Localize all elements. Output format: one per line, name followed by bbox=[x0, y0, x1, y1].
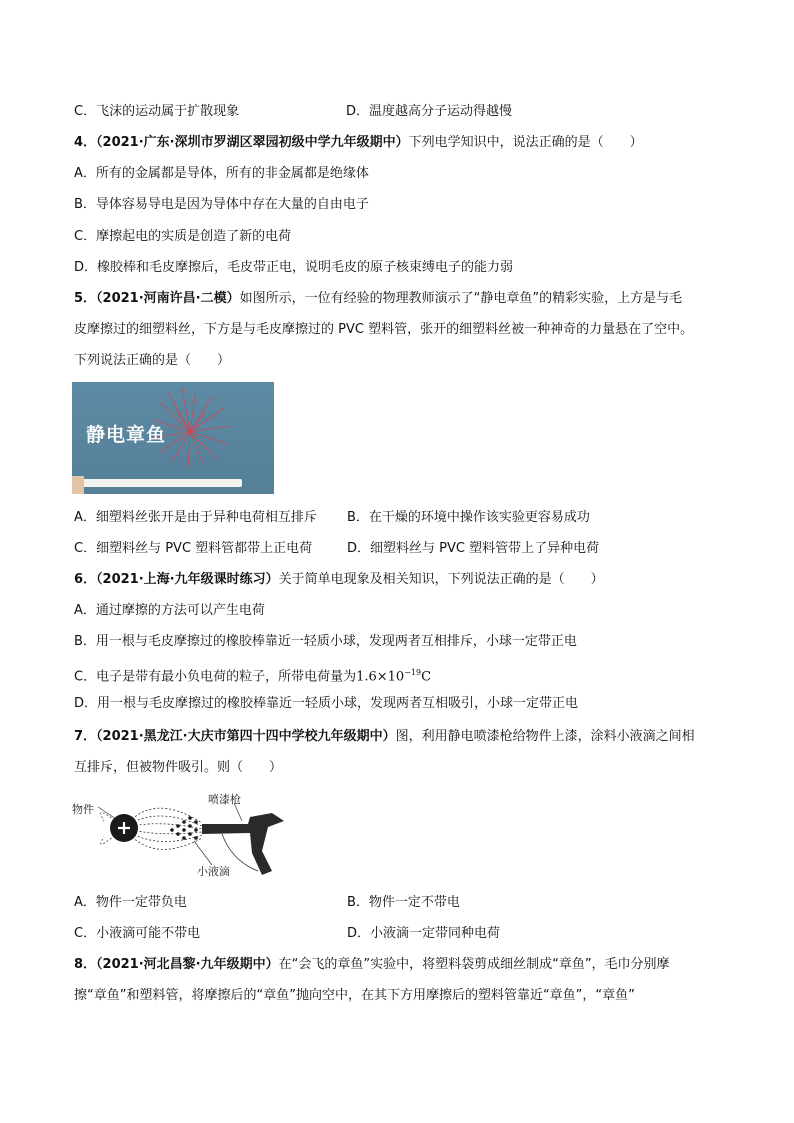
droplets bbox=[170, 816, 198, 840]
q6-option-c-text: C．电子是带有最小负电荷的粒子，所带电荷量为 bbox=[74, 669, 357, 685]
hand-shape bbox=[72, 476, 84, 494]
q5-option-d: D．细塑料丝与 PVC 塑料管带上了异种电荷 bbox=[347, 541, 600, 556]
q7-option-d: D．小液滴一定带同种电荷 bbox=[347, 926, 501, 941]
q5-number: 5． bbox=[74, 291, 97, 306]
droplet-pointer bbox=[194, 841, 212, 865]
label-droplet: 小液滴 bbox=[197, 865, 230, 878]
spray-gun-diagram bbox=[72, 791, 294, 885]
pvc-pipe bbox=[72, 479, 242, 487]
q7-question bbox=[74, 728, 695, 746]
label-object: 物件 bbox=[72, 803, 94, 816]
q5-stem-1: 如图所示，一位有经验的物理教师演示了“静电章鱼”的精彩实验，上方是与毛 bbox=[239, 291, 683, 306]
q5-stem-3: 下列说法正确的是（ ） bbox=[74, 353, 231, 368]
q5-stem-2: 皮摩擦过的细塑料丝，下方是与毛皮摩擦过的 PVC 塑料管，张开的细塑料丝被一种神奇的力量悬在了空中。 bbox=[74, 322, 694, 337]
q5-option-b: B．在干燥的环境中操作该实验更容易成功 bbox=[347, 510, 590, 525]
q4-option-a: A．所有的金属都是导体，所有的非金属都是绝缘体 bbox=[74, 166, 369, 181]
q7-source: （2021·黑龙江·大庆市第四十四中学校九年级期中） bbox=[96, 729, 396, 744]
q4-question bbox=[74, 134, 643, 152]
q5-question bbox=[74, 290, 682, 308]
charge-unit: C bbox=[421, 669, 432, 685]
q7-stem-1: 图，利用静电喷漆枪给物件上漆，涂料小液滴之间相 bbox=[395, 729, 695, 744]
q7-stem-2: 互排斥，但被物件吸引。则（ ） bbox=[74, 760, 283, 775]
q4-stem: 下列电学知识中，说法正确的是（ ） bbox=[408, 135, 643, 150]
q8-source: （2021·河北昌黎·九年级期中） bbox=[96, 957, 279, 972]
photo-label: 静电章鱼 bbox=[86, 424, 167, 446]
q4-source: （2021·广东·深圳市罗湖区翠园初级中学九年级期中） bbox=[96, 135, 409, 150]
q4-option-d: D．橡胶棒和毛皮摩擦后，毛皮带正电，说明毛皮的原子核束缚电子的能力弱 bbox=[74, 260, 514, 275]
q4-number: 4． bbox=[74, 135, 97, 150]
q8-number: 8． bbox=[74, 957, 97, 972]
q8-stem-2: 擦“章鱼”和塑料管，将摩擦后的“章鱼”抛向空中，在其下方用摩擦后的塑料管靠近“章鱼”，“章鱼” bbox=[74, 988, 635, 1003]
q7-option-c: C．小液滴可能不带电 bbox=[74, 926, 201, 941]
q3-option-d: D．温度越高分子运动得越慢 bbox=[346, 104, 513, 119]
q6-source: （2021·上海·九年级课时练习） bbox=[96, 572, 279, 587]
q5-option-c: C．细塑料丝与 PVC 塑料管都带上正电荷 bbox=[74, 541, 313, 556]
q6-option-d: D．用一根与毛皮摩擦过的橡胶棒靠近一轻质小球，发现两者互相吸引，小球一定带正电 bbox=[74, 696, 579, 711]
q4-option-c: C．摩擦起电的实质是创造了新的电荷 bbox=[74, 229, 292, 244]
q4-option-b: B．导体容易导电是因为导体中存在大量的自由电子 bbox=[74, 197, 369, 212]
charge-value: 1.6×10 bbox=[356, 669, 405, 685]
q3-option-c: C．飞沫的运动属于扩散现象 bbox=[74, 104, 240, 119]
q8-stem-1: 在“会飞的章鱼”实验中，将塑料袋剪成细丝制成“章鱼”，毛巾分别摩 bbox=[278, 957, 670, 972]
q6-option-b: B．用一根与毛皮摩擦过的橡胶棒靠近一轻质小球，发现两者互相排斥，小球一定带正电 bbox=[74, 634, 577, 649]
q6-stem: 关于简单电现象及相关知识，下列说法正确的是（ ） bbox=[278, 572, 604, 587]
static-octopus-photo bbox=[72, 382, 274, 494]
q7-option-b: B．物件一定不带电 bbox=[347, 895, 460, 910]
q5-source: （2021·河南许昌·二模） bbox=[96, 291, 240, 306]
label-spray-gun: 喷漆枪 bbox=[208, 793, 241, 806]
q8-question bbox=[74, 956, 670, 974]
q6-question bbox=[74, 571, 604, 589]
q5-option-a: A．细塑料丝张开是由于异种电荷相互排斥 bbox=[74, 510, 317, 525]
q7-option-a: A．物件一定带负电 bbox=[74, 895, 187, 910]
q6-option-a: A．通过摩擦的方法可以产生电荷 bbox=[74, 603, 265, 618]
q6-option-c bbox=[74, 664, 431, 686]
q6-number: 6． bbox=[74, 572, 97, 587]
q7-number: 7． bbox=[74, 729, 97, 744]
charge-exponent: −19 bbox=[404, 668, 422, 677]
